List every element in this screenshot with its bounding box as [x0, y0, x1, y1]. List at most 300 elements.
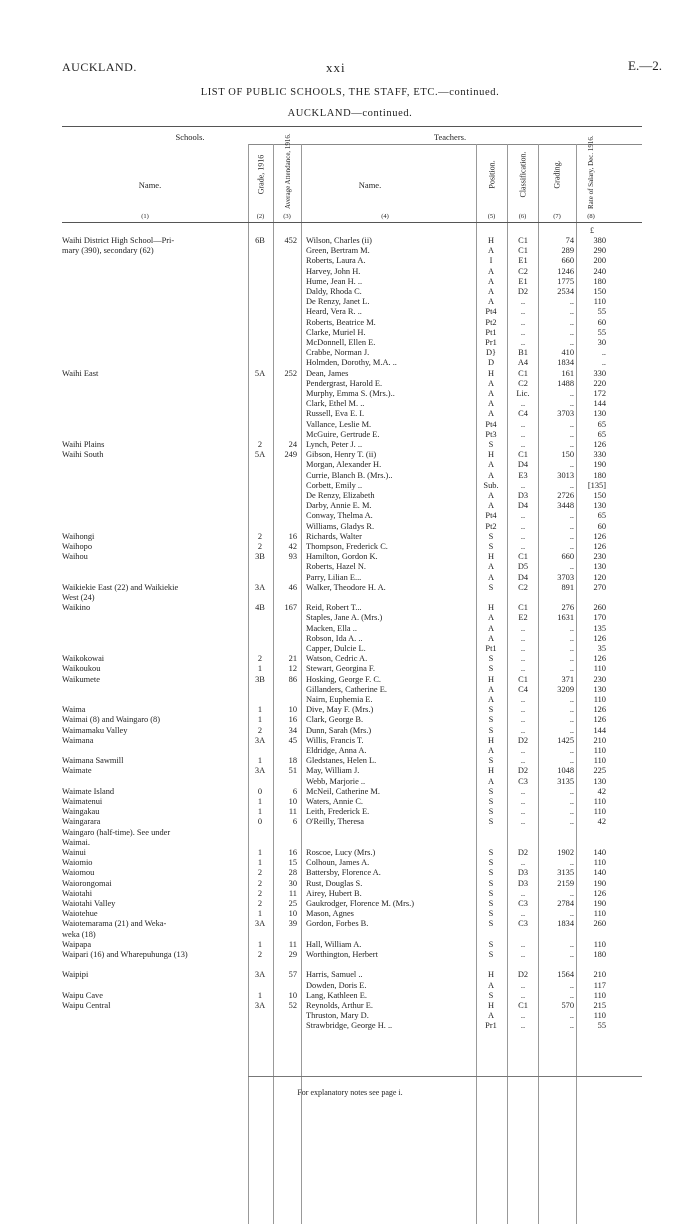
salary-cell: 210 — [593, 970, 606, 980]
footer-note: For explanatory notes see page i. — [297, 1088, 403, 1097]
position-cell: A — [487, 746, 495, 755]
classification-cell: C1 — [518, 450, 528, 460]
grading-cell: .. — [569, 664, 574, 674]
grade-cell: 2 — [257, 542, 263, 551]
grading-cell: 74 — [565, 236, 574, 245]
classification-cell: D4 — [517, 572, 529, 582]
position-cell: A — [487, 613, 495, 623]
grade-cell: 2 — [257, 868, 263, 878]
school-cell: Waimai. — [62, 837, 90, 847]
grading-cell: .. — [569, 980, 574, 990]
salary-cell: 190 — [593, 878, 606, 888]
grading-cell: 3013 — [557, 470, 574, 480]
table-row — [0, 450, 700, 460]
salary-cell: 110 — [593, 746, 606, 755]
grade-cell: 2 — [257, 440, 263, 449]
teacher-name-cell: Harris, Samuel .. — [306, 970, 363, 980]
grading-cell: 2159 — [557, 878, 574, 888]
attendance-cell: 46 — [288, 582, 297, 592]
teacher-name-cell: McNeil, Catherine M. — [306, 786, 380, 796]
grading-cell: .. — [569, 705, 574, 715]
grading-cell: 3703 — [557, 572, 574, 582]
position-cell: S — [488, 909, 494, 919]
classification-cell: .. — [520, 338, 526, 347]
attendance-cell: 24 — [288, 440, 297, 449]
salary-cell: 126 — [593, 705, 606, 715]
currency-symbol: £ — [590, 226, 594, 235]
attendance-cell: 16 — [288, 848, 297, 857]
classification-cell: .. — [520, 297, 526, 307]
table-row — [0, 573, 700, 583]
page-number: xxi — [326, 60, 346, 75]
school-cell: Waipapa — [62, 939, 92, 949]
grading-cell: .. — [569, 654, 574, 664]
column-number: (6) — [518, 213, 527, 220]
grading-cell: .. — [569, 327, 574, 337]
table-row — [0, 481, 700, 491]
grading-cell: .. — [569, 950, 574, 959]
teacher-name-cell: McGuire, Gertrude E. — [306, 429, 380, 439]
classification-cell: C3 — [518, 776, 528, 786]
teacher-name-cell: Gledstanes, Helen L. — [306, 756, 377, 766]
teacher-name-cell: Williams, Gladys R. — [306, 521, 375, 531]
classification-cell: .. — [520, 480, 526, 490]
classification-cell: .. — [520, 725, 526, 735]
school-cell: Waikokowai — [62, 654, 105, 664]
classification-cell: .. — [520, 746, 526, 755]
table-row — [0, 899, 700, 909]
teachers-sub-rule — [248, 144, 642, 145]
table-row — [0, 318, 700, 328]
salary-cell: 135 — [593, 623, 606, 633]
salary-cell: 172 — [593, 389, 606, 398]
attendance-cell: 12 — [288, 664, 297, 674]
position-cell: A — [487, 572, 495, 582]
teacher-name-cell: Richards, Walter — [306, 531, 362, 541]
classification-cell: D2 — [517, 287, 529, 296]
classification-cell: .. — [520, 429, 526, 439]
position-cell: Pr1 — [485, 338, 497, 347]
attendance-cell: 30 — [288, 878, 297, 888]
position-cell: Pt4 — [485, 419, 497, 429]
salary-cell: 117 — [593, 980, 606, 990]
classification-cell: .. — [520, 715, 526, 725]
table-row — [0, 726, 700, 736]
position-cell: A — [487, 460, 495, 470]
position-cell: S — [488, 868, 494, 878]
grading-cell: 3135 — [557, 868, 574, 878]
teacher-name-cell: Heard, Vera R. .. — [306, 307, 362, 317]
attendance-cell: 11 — [288, 939, 297, 949]
grade-cell: 5A — [254, 368, 266, 378]
salary-cell: 190 — [593, 899, 606, 908]
position-cell: H — [487, 236, 495, 245]
teacher-name-cell: Vallance, Leslie M. — [306, 419, 372, 429]
salary-cell: 110 — [593, 695, 606, 704]
grading-cell: .. — [569, 909, 574, 919]
grading-cell: 1631 — [557, 613, 574, 623]
classification-cell: .. — [520, 786, 526, 796]
salary-cell: 120 — [593, 572, 606, 582]
table-row — [0, 807, 700, 817]
position-cell: S — [488, 848, 494, 857]
attendance-cell: 39 — [288, 919, 297, 929]
grading-cell: 1048 — [557, 766, 574, 776]
teacher-name-cell: Conway, Thelma A. — [306, 511, 373, 521]
position-cell: S — [488, 715, 494, 725]
grading-cell: .. — [569, 389, 574, 398]
grade-cell: 3A — [254, 735, 266, 745]
teacher-name-cell: Capper, Dulcie L. — [306, 644, 366, 653]
teacher-name-cell: Reynolds, Arthur E. — [306, 1001, 373, 1010]
classification-cell: D3 — [517, 491, 529, 500]
grading-cell: 660 — [561, 256, 574, 266]
school-cell: weka (18) — [62, 929, 96, 939]
school-cell: Waingarara — [62, 817, 101, 827]
school-cell: Waihi East — [62, 368, 99, 378]
table-row — [0, 297, 700, 307]
teacher-name-cell: Watson, Cedric A. — [306, 654, 368, 664]
column-number: (4) — [381, 213, 389, 220]
classification-cell: C3 — [518, 899, 528, 908]
attendance-cell: 10 — [288, 797, 297, 806]
attendance-cell: 57 — [288, 970, 297, 980]
grading-cell: .. — [569, 297, 574, 307]
salary-cell: 110 — [593, 1011, 606, 1021]
salary-cell: 126 — [593, 531, 606, 541]
teacher-name-cell: Darby, Annie E. M. — [306, 501, 372, 511]
teacher-name-cell: Macken, Ella .. — [306, 623, 357, 633]
school-cell: Waihopo — [62, 542, 93, 551]
classification-cell: .. — [520, 623, 526, 633]
position-cell: A — [487, 399, 495, 409]
classification-cell: .. — [520, 399, 526, 409]
table-row — [0, 532, 700, 542]
classification-cell: .. — [520, 327, 526, 337]
school-cell: Waiotahi Valley — [62, 899, 116, 908]
position-cell: A — [487, 695, 495, 704]
table-row — [0, 970, 700, 980]
salary-cell: 130 — [593, 501, 606, 511]
school-cell: Waipu Central — [62, 1001, 111, 1010]
grading-cell: 660 — [561, 552, 574, 562]
table-row — [0, 542, 700, 552]
grading-cell: .. — [569, 307, 574, 317]
position-cell: S — [488, 950, 494, 959]
table-row — [0, 797, 700, 807]
grading-cell: .. — [569, 756, 574, 766]
table-row — [0, 838, 700, 848]
position-cell: S — [488, 939, 494, 949]
teacher-name-cell: Willis, Francis T. — [306, 735, 364, 745]
classification-cell: .. — [520, 317, 526, 327]
grade-cell: 1 — [257, 858, 263, 868]
salary-cell: 220 — [593, 378, 606, 388]
salary-cell: 65 — [597, 429, 606, 439]
position-cell: A — [487, 562, 495, 572]
classification-cell: C4 — [518, 409, 528, 419]
grading-header: Grading. — [552, 160, 562, 189]
grade-cell: 1 — [257, 756, 263, 766]
classification-cell: C4 — [518, 684, 528, 694]
salary-cell: 126 — [593, 542, 606, 551]
salary-cell: 65 — [597, 419, 606, 429]
table-row — [0, 338, 700, 348]
grading-cell: .. — [569, 817, 574, 827]
salary-cell: 126 — [593, 440, 606, 449]
position-cell: S — [488, 807, 494, 817]
classification-cell: .. — [520, 664, 526, 674]
classification-cell: D2 — [517, 970, 529, 980]
classification-header: Classification. — [518, 151, 528, 198]
teacher-name-cell: Roscoe, Lucy (Mrs.) — [306, 848, 376, 857]
grading-cell: .. — [569, 440, 574, 449]
table-row — [0, 685, 700, 695]
table-row — [0, 552, 700, 562]
position-cell: D} — [485, 348, 497, 358]
grading-cell: .. — [569, 633, 574, 643]
teacher-name-cell: Staples, Jane A. (Mrs.) — [306, 613, 383, 623]
school-cell: Waingakau — [62, 807, 100, 817]
table-row — [0, 328, 700, 338]
classification-cell: D2 — [517, 735, 529, 745]
position-cell: S — [488, 817, 494, 827]
position-cell: A — [487, 297, 495, 307]
table-row — [0, 644, 700, 654]
grading-cell: .. — [569, 419, 574, 429]
table-row — [0, 919, 700, 929]
grade-cell: 3A — [254, 582, 266, 592]
grading-cell: .. — [569, 338, 574, 347]
position-cell: S — [488, 664, 494, 674]
school-cell: Waihi District High School—Pri- — [62, 236, 175, 245]
school-cell: Waiorongomai — [62, 878, 112, 888]
school-cell: Waimai (8) and Waingaro (8) — [62, 715, 161, 725]
grading-cell: 570 — [561, 1001, 574, 1010]
grading-cell: .. — [569, 858, 574, 868]
teacher-name-cell: Gordon, Forbes B. — [306, 919, 369, 929]
position-cell: H — [487, 1001, 495, 1010]
grading-cell: .. — [569, 623, 574, 633]
grade-cell: 3A — [254, 919, 266, 929]
grading-cell: .. — [569, 644, 574, 653]
teacher-name-cell: Currie, Blanch B. (Mrs.).. — [306, 470, 393, 480]
teacher-name-cell: Colhoun, James A. — [306, 858, 370, 868]
position-cell: Pr1 — [485, 1021, 497, 1031]
classification-cell: .. — [520, 950, 526, 959]
position-cell: A — [487, 389, 495, 398]
classification-cell: A4 — [517, 358, 529, 368]
school-cell: Waimatenui — [62, 797, 103, 806]
teacher-name-cell: Battersby, Florence A. — [306, 868, 381, 878]
grading-cell: .. — [569, 542, 574, 551]
classification-cell: C3 — [518, 919, 528, 929]
salary-cell: 330 — [593, 368, 606, 378]
position-cell: S — [488, 919, 494, 929]
column-number: (7) — [553, 213, 561, 220]
classification-cell: .. — [520, 797, 526, 806]
classification-cell: D5 — [517, 562, 529, 572]
table-row — [0, 246, 700, 256]
salary-cell: 380 — [593, 236, 606, 245]
table-row — [0, 858, 700, 868]
position-cell: S — [488, 888, 494, 898]
salary-cell: 130 — [593, 684, 606, 694]
position-cell: I — [489, 256, 493, 266]
school-cell: Waiotemarama (21) and Weka- — [62, 919, 167, 929]
salary-header: Rate of Salary, Dec. 1916. — [587, 135, 595, 209]
school-cell: Waipu Cave — [62, 990, 103, 1000]
table-top-rule — [62, 126, 642, 127]
table-row — [0, 613, 700, 623]
teacher-name-cell: Strawbridge, George H. .. — [306, 1021, 393, 1031]
position-cell: H — [487, 450, 495, 460]
attendance-cell: 11 — [288, 807, 297, 817]
grading-cell: 2726 — [557, 491, 574, 500]
teacher-name-cell: Harvey, John H. — [306, 266, 361, 276]
classification-cell: C1 — [518, 1001, 528, 1010]
grading-cell: 371 — [561, 674, 574, 684]
position-cell: S — [488, 725, 494, 735]
grade-cell: 1 — [257, 909, 263, 919]
classification-cell: .. — [520, 1011, 526, 1021]
classification-cell: C2 — [518, 266, 528, 276]
position-cell: A — [487, 980, 495, 990]
teacher-name-cell: Hamilton, Gordon K. — [306, 552, 378, 562]
position-cell: S — [488, 756, 494, 766]
teacher-name-cell: Reid, Robert T... — [306, 603, 362, 613]
table-row — [0, 256, 700, 266]
classification-cell: .. — [520, 440, 526, 449]
grading-cell: .. — [569, 399, 574, 409]
teacher-name-cell: Roberts, Laura A. — [306, 256, 366, 266]
table-row — [0, 379, 700, 389]
teacher-name-cell: Lynch, Peter J. .. — [306, 440, 363, 449]
salary-cell: 144 — [593, 399, 606, 409]
classification-cell: C2 — [518, 378, 528, 388]
teacher-name-cell: Clark, George B. — [306, 715, 364, 725]
table-row — [0, 960, 700, 970]
classification-cell: .. — [520, 939, 526, 949]
table-row — [0, 624, 700, 634]
teacher-name-cell: Wilson, Charles (ii) — [306, 236, 372, 245]
position-cell: A — [487, 1011, 495, 1021]
classification-cell: .. — [520, 307, 526, 317]
classification-cell: D2 — [517, 766, 529, 776]
position-cell: S — [488, 654, 494, 664]
teacher-name-cell: Green, Bertram M. — [306, 246, 370, 256]
position-cell: Sub. — [483, 480, 499, 490]
grade-cell: 0 — [257, 817, 263, 827]
school-cell: Waimamaku Valley — [62, 725, 128, 735]
classification-cell: .. — [520, 705, 526, 715]
teacher-name-cell: Worthington, Herbert — [306, 950, 378, 959]
teacher-name-cell: Dowden, Doris E. — [306, 980, 367, 990]
grade-cell: 5A — [254, 450, 266, 460]
teacher-name-cell: Walker, Theodore H. A. — [306, 582, 386, 592]
salary-cell: 110 — [593, 990, 606, 1000]
position-cell: H — [487, 970, 495, 980]
school-cell: Waipari (16) and Wharepuhunga (13) — [62, 950, 188, 959]
teacher-name-cell: Roberts, Hazel N. — [306, 562, 367, 572]
teacher-name-cell: Parry, Lilian E... — [306, 572, 362, 582]
teacher-name-cell: Robson, Ida A. .. — [306, 633, 363, 643]
classification-cell: .. — [520, 817, 526, 827]
position-cell: H — [487, 603, 495, 613]
grading-cell: 1488 — [557, 378, 574, 388]
salary-cell: 260 — [593, 603, 606, 613]
salary-cell: 110 — [593, 797, 606, 806]
table-row — [0, 348, 700, 358]
teacher-name-cell: Gibson, Henry T. (ii) — [306, 450, 377, 460]
grade-cell: 1 — [257, 664, 263, 674]
position-cell: A — [487, 623, 495, 633]
column-number: (3) — [283, 213, 291, 220]
position-cell: Pt2 — [485, 317, 497, 327]
teachers-group-header: Teachers. — [433, 132, 467, 142]
school-cell: Waimana Sawmill — [62, 756, 124, 766]
table-row — [0, 1021, 700, 1031]
position-cell: H — [487, 368, 495, 378]
table-row — [0, 430, 700, 440]
classification-cell: D3 — [517, 868, 529, 878]
teacher-name-cell: Leith, Frederick E. — [306, 807, 370, 817]
attendance-cell: 34 — [288, 725, 297, 735]
grading-cell: .. — [569, 480, 574, 490]
salary-cell: 110 — [593, 664, 606, 674]
school-cell: West (24) — [62, 593, 95, 602]
salary-cell: .. — [601, 348, 606, 358]
table-row — [0, 440, 700, 450]
page-title: LIST OF PUBLIC SCHOOLS, THE STAFF, ETC.—continued. — [200, 87, 500, 98]
school-cell: Waikiekie East (22) and Waikiekie — [62, 582, 179, 592]
position-cell: A — [487, 470, 495, 480]
grade-cell: 4B — [255, 603, 265, 613]
salary-cell: 126 — [593, 633, 606, 643]
salary-cell: 42 — [597, 817, 606, 827]
position-cell: Pt3 — [485, 429, 497, 439]
attendance-cell: 18 — [288, 756, 297, 766]
salary-cell: 110 — [593, 909, 606, 919]
grading-cell: 289 — [561, 246, 574, 256]
attendance-cell: 16 — [288, 531, 297, 541]
classification-cell: C2 — [518, 582, 528, 592]
attendance-cell: 452 — [284, 236, 297, 245]
grading-cell: .. — [569, 317, 574, 327]
teacher-name-cell: Daldy, Rhoda C. — [306, 287, 362, 296]
classification-cell: .. — [520, 633, 526, 643]
page-subtitle: AUCKLAND—continued. — [287, 108, 413, 119]
position-cell: S — [488, 542, 494, 551]
school-cell: Waihongi — [62, 531, 95, 541]
salary-cell: 260 — [593, 919, 606, 929]
school-cell: Waiotahi — [62, 888, 93, 898]
classification-cell: .. — [520, 521, 526, 531]
schools-group-header: Schools. — [175, 132, 205, 142]
classification-cell: .. — [520, 980, 526, 990]
grade-cell: 3B — [255, 674, 265, 684]
grade-cell: 2 — [257, 888, 263, 898]
attendance-cell: 11 — [288, 888, 297, 898]
classification-cell: Lic. — [516, 389, 530, 398]
grade-cell: 2 — [257, 531, 263, 541]
teacher-name-cell: McDonnell, Ellen E. — [306, 338, 376, 347]
grade-cell: 1 — [257, 990, 263, 1000]
grading-cell: 161 — [561, 368, 574, 378]
teacher-name-cell: Pendergrast, Harold E. — [306, 378, 383, 388]
school-cell: Waimate Island — [62, 786, 115, 796]
table-row — [0, 828, 700, 838]
